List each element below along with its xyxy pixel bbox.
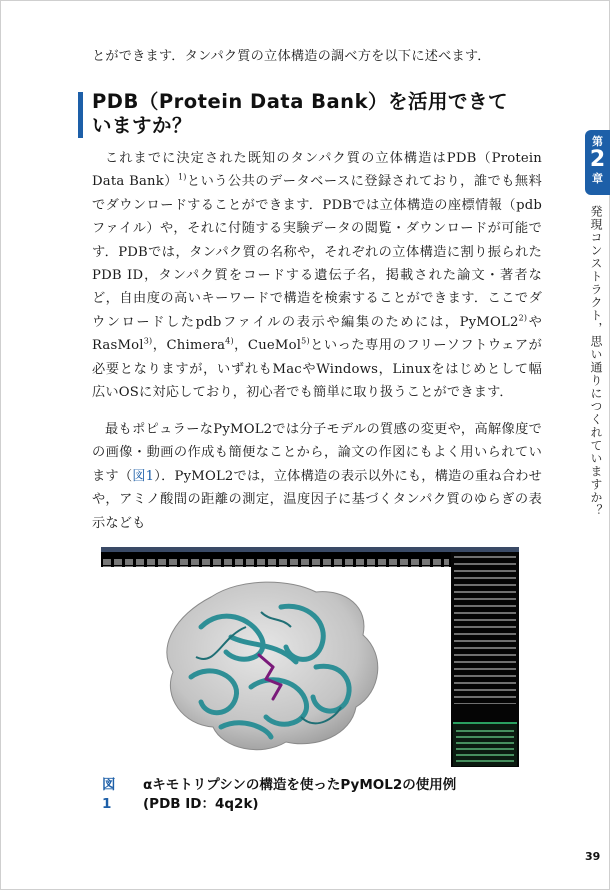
section-heading-line1: PDB（Protein Data Bank）を活用できて: [92, 90, 509, 113]
paragraph-pdb: [92, 147, 542, 404]
paragraph-pdb-text: [92, 147, 542, 404]
chapter-tab-number: 2: [589, 147, 606, 172]
ref-4: 4): [225, 336, 234, 346]
ref-3: 3): [143, 336, 153, 346]
section-heading-line2: いますか？: [92, 114, 193, 137]
figure-caption-line2: (PDB ID：4q2k): [143, 796, 259, 812]
page-number: 39: [585, 850, 601, 863]
pymol-mode-lines: [456, 730, 514, 762]
ref-1: 1): [177, 173, 187, 183]
p2-s2: ）．PyMOL2では，立体構造の表示以外にも，構造の重ね合わせや，アミノ酸間の距離の測定，温度因子に基づくタンパク質のゆらぎの表示なども: [92, 468, 542, 531]
pymol-sequence-bar: [101, 552, 451, 567]
figure-label: 図1: [102, 777, 116, 812]
pymol-mouse-mode-panel: [453, 722, 517, 766]
chapter-tab: [585, 130, 610, 195]
p2-s1: 最もポピュラーなPyMOL2では分子モデルの質感の変更や，高解像度での画像・動画の作成も簡便なことから，論文の作図にもよく用いられています（: [92, 422, 542, 484]
chapter-tab-post: 章: [592, 172, 603, 185]
pymol-molecule-viewport: [101, 567, 451, 767]
chapter-tab-pre: 第: [592, 135, 603, 148]
p1-s2: という公共のデータベースに登録されており，誰でも無料でダウンロードすることができます．PDBでは立体構造の座標情報（pdbファイル）や，それに付随する実験データの閲覧・ダウンロードが可能です．PDBでは，タンパク質の名称や，それぞれの立体構造に割り振られたPDB ID，タンパク質をコードする遺伝子名，掲載された論文・著者など，自由度の高いキーワードで構造を検索することができます．ここでダウンロードしたpdbファイルの表示や編集のためには，PyMOL2: [92, 174, 543, 330]
protein-structure-rendering: [101, 567, 451, 767]
p1-s6: といった専用のフリーソフトウェアが必要となりますが，いずれもMacやWindows，Linuxをはじめとして幅広いOSに対応しており，初心者でも簡単に取り扱うことができます．: [92, 338, 542, 401]
figure-pymol-screenshot: [101, 547, 519, 767]
section-heading-block: [78, 90, 548, 138]
p1-s1: これまでに決定された既知のタンパク質の立体構造はPDB（Protein Data Bank）: [92, 151, 542, 190]
paragraph-pymol-text: [92, 418, 542, 535]
intro-text: とができます．タンパク質の立体構造の調べ方を以下に述べます．: [92, 49, 491, 64]
ref-5: 5): [301, 336, 310, 346]
section-accent-bar: [78, 92, 83, 138]
paragraph-pymol: [92, 418, 542, 535]
p1-s3: やRasMol: [92, 314, 542, 354]
p1-s4: ，Chimera: [152, 338, 226, 354]
section-heading: [92, 90, 548, 138]
pymol-control-panel: [451, 552, 519, 767]
figure-reference-link[interactable]: 図1: [132, 468, 155, 484]
figure-caption-line1: αキモトリプシンの構造を使ったPyMOL2の使用例: [143, 777, 457, 793]
p1-s5: ，CueMol: [233, 338, 302, 354]
ref-2: 2): [518, 313, 528, 323]
pymol-object-menu: [454, 556, 516, 704]
pymol-sequence-row: [103, 559, 449, 565]
chapter-side-title: 発現コンストラクト，思い通りにつくれていますか？: [589, 205, 603, 517]
